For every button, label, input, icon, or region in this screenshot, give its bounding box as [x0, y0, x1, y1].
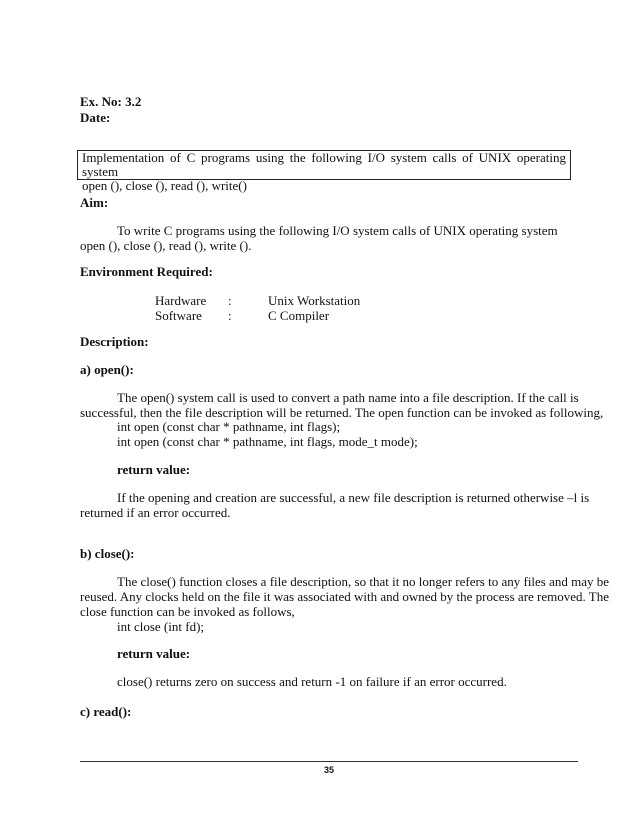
env-hardware-value: Unix Workstation — [268, 293, 361, 308]
env-hardware-separator: : — [228, 293, 232, 308]
aim-heading: Aim: — [80, 195, 109, 210]
date-label: Date: — [80, 110, 111, 125]
read-heading: c) read(): — [80, 704, 132, 719]
close-return-line-1: close() returns zero on success and return -1 on failure if an error occurred. — [117, 674, 507, 689]
open-paragraph-line-1: The open() system call is used to convert a path name into a file description. If the call is — [117, 390, 579, 405]
aim-text-line-2: open (), close (), read (), write (). — [80, 238, 252, 253]
open-return-line-1: If the opening and creation are successful, a new file description is returned otherwise –l is — [117, 490, 590, 505]
open-heading: a) open(): — [80, 362, 134, 377]
close-return-heading: return value: — [117, 646, 191, 661]
env-hardware-label: Hardware — [155, 293, 207, 308]
env-software-label: Software — [155, 308, 202, 323]
footer-rule — [80, 761, 578, 762]
close-paragraph-line-2: reused. Any clocks held on the file it was associated with and owned by the process are removed. The — [80, 589, 609, 604]
close-paragraph-line-1: The close() function closes a file description, so that it no longer refers to any files and may be — [117, 574, 610, 589]
exercise-number: Ex. No: 3.2 — [80, 94, 142, 109]
env-software-separator: : — [228, 308, 232, 323]
open-paragraph-line-2: successful, then the file description will be returned. The open function can be invoked as following, — [80, 405, 604, 420]
title-line-2: open (), close (), read (), write() — [82, 178, 247, 193]
open-signature-2: int open (const char * pathname, int flags, mode_t mode); — [117, 434, 418, 449]
open-signature-1: int open (const char * pathname, int flags); — [117, 419, 341, 434]
open-return-line-2: returned if an error occurred. — [80, 505, 231, 520]
title-box — [77, 150, 571, 193]
env-software-value: C Compiler — [268, 308, 330, 323]
close-paragraph-line-3: close function can be invoked as follows, — [80, 604, 295, 619]
page-number: 35 — [323, 765, 334, 775]
title-line-1: Implementation of C programs using the following I/O system calls of UNIX operating system — [82, 150, 566, 179]
environment-heading: Environment Required: — [80, 264, 213, 279]
aim-text-line-1: To write C programs using the following I/O system calls of UNIX operating system — [117, 223, 558, 238]
close-heading: b) close(): — [80, 546, 135, 561]
close-signature: int close (int fd); — [117, 619, 205, 634]
open-return-heading: return value: — [117, 462, 191, 477]
description-heading: Description: — [80, 334, 149, 349]
